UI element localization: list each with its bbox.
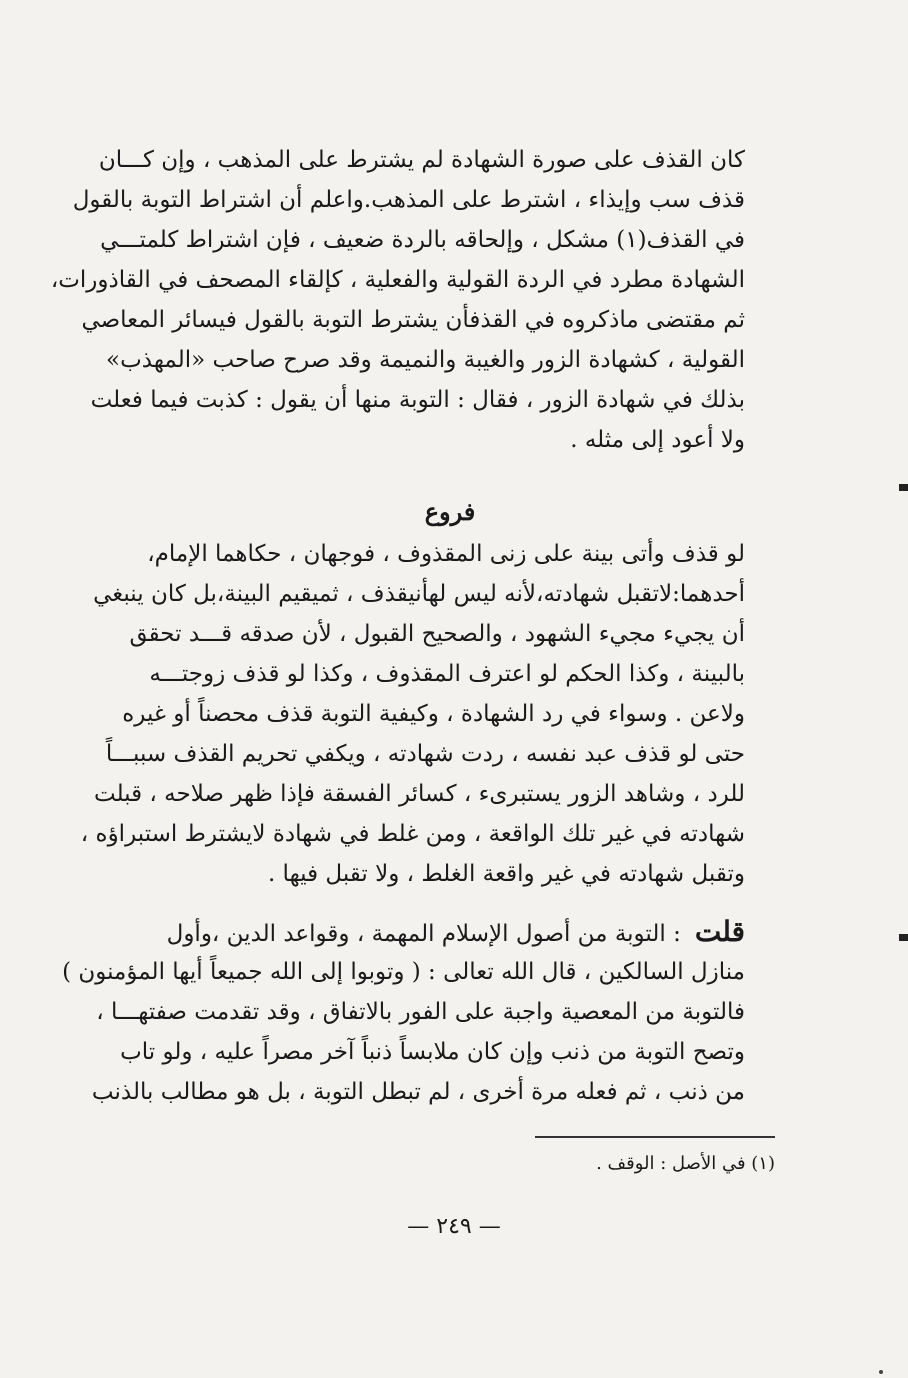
text-line [50, 260, 745, 300]
text-line [90, 380, 745, 420]
text-line [106, 340, 745, 380]
margin-mark [899, 934, 908, 941]
line-text: في القذف(١) مشكل ، وإلحاقه بالردة ضعيف ، فإن اشتراط كلمتـــي [100, 227, 745, 253]
line-text: وتصح التوبة من ذنب وإن كان ملابساً ذنباً آخر مصراً عليه ، ولو تاب [120, 1039, 745, 1065]
line-text: من ذنب ، ثم فعله مرة أخرى ، لم تبطل التوبة ، بل هو مطالب بالذنب [91, 1079, 745, 1105]
text-line [96, 992, 745, 1032]
line-text: بذلك في شهادة الزور ، فقال : التوبة منها أن يقول : كذبت فيما فعلت [90, 387, 745, 413]
line-text: : التوبة من أصول الإسلام المهمة ، وقواعد الدين ،وأول [166, 921, 681, 947]
line-text: شهادته في غير تلك الواقعة ، ومن غلط في شهادة لايشترط استبراؤه ، [80, 821, 745, 847]
line-text: فالتوبة من المعصية واجبة على الفور بالاتفاق ، وقد تقدمت صفتهـــا ، [96, 999, 745, 1025]
line-text: ولا أعود إلى مثله . [570, 427, 745, 453]
text-line [62, 952, 745, 992]
text-line [155, 420, 745, 460]
line-text: بالبينة ، وكذا الحكم لو اعترف المقذوف ، وكذا لو قذف زوجتـــه [149, 661, 745, 687]
paragraph-3 [62, 912, 745, 1112]
line-text: القولية ، كشهادة الزور والغيبة والنميمة وقد صرح صاحب «المهذب» [106, 347, 745, 373]
text-line [80, 814, 745, 854]
text-line [147, 534, 745, 574]
text-line [93, 774, 745, 814]
line-text: قذف سب وإيذاء ، اشترط على المذهب.واعلم أن اشتراط التوبة بالقول [72, 187, 745, 213]
text-line [91, 1072, 745, 1112]
line-text: حتى لو قذف عبد نفسه ، ردت شهادته ، ويكفي تحريم القذف سببـــاً [105, 741, 745, 767]
text-line [122, 694, 745, 734]
text-line [81, 300, 745, 340]
text-line [72, 180, 745, 220]
line-text: ثم مقتضى ماذكروه في القذفأن يشترط التوبة بالقول فيسائر المعاصي [81, 307, 745, 333]
line-text: لو قذف وأتى بينة على زنى المقذوف ، فوجهان ، حكاهما الإمام، [147, 541, 745, 567]
line-text: أن يجيء مجيء الشهود ، والصحيح القبول ، لأن صدقه قـــد تحقق [129, 621, 745, 647]
margin-mark [899, 484, 908, 491]
line-text: وتقبل شهادته في غير واقعة الغلط ، ولا تقبل فيها . [267, 861, 745, 887]
paragraph-2 [80, 534, 745, 894]
footnote: (١) في الأصل : الوقف . [596, 1153, 775, 1174]
section-heading: فروع [424, 497, 476, 526]
line-text: منازل السالكين ، قال الله تعالى : ( وتوبوا إلى الله جميعاً أيها المؤمنون ) [62, 959, 745, 985]
footnote-separator [535, 1136, 775, 1138]
text-line [120, 1032, 745, 1072]
page-number: — ٢٤٩ — [407, 1214, 501, 1239]
line-text: أحدهما:لاتقبل شهادته،لأنه ليس لهأنيقذف ، ثميقيم البينة،بل كان ينبغي [93, 581, 745, 607]
paragraph-1 [50, 140, 745, 460]
line-text: كان القذف على صورة الشهادة لم يشترط على المذهب ، وإن كـــان [98, 147, 745, 173]
text-line [105, 734, 745, 774]
text-line [93, 574, 745, 614]
text-line [100, 220, 745, 260]
line-text: ولاعن . وسواء في رد الشهادة ، وكيفية التوبة قذف محصناً أو غيره [122, 701, 745, 727]
lead-word: قلت [694, 915, 745, 948]
text-line [98, 140, 745, 180]
text-line [149, 654, 745, 694]
text-line [155, 854, 745, 894]
text-line [129, 614, 745, 654]
line-text: الشهادة مطرد في الردة القولية والفعلية ، كإلقاء المصحف في القاذورات، [50, 267, 745, 293]
text-line [155, 912, 745, 952]
line-text: للرد ، وشاهد الزور يستبرىء ، كسائر الفسقة فإذا ظهر صلاحه ، قبلت [93, 781, 745, 807]
scan-speck [879, 1370, 883, 1374]
